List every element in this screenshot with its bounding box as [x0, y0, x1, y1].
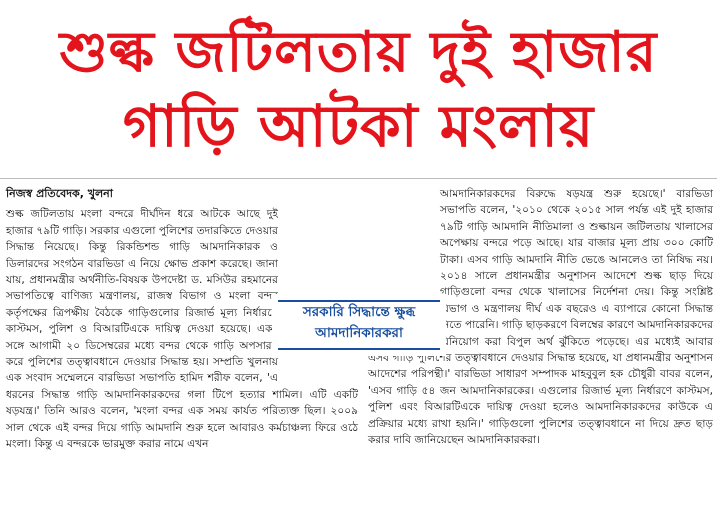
headline-line-1: শুল্ক জটিলতায় দুই হাজার: [59, 20, 658, 85]
article-text-left: শুল্ক জটিলতায় মংলা বন্দরে দীর্ঘদিন ধরে আটকে আছে দুই হাজার ৭৯টি গাড়ি। সরকার এগুলো পুলিশের তদারকিতে দেওয়ার সিদ্ধান্ত নিয়েছে। কিন্তু রিকন্ডিশন্ড গাড়ি আমদানিকারক ও ডিলারদের সংগঠন বারভিডা এ নিয়ে ক্ষোভ প্রকাশ করেছে। জানা যায়, প্রধানমন্ত্রীর অর্থনীতি-বিষয়ক উপদেষ্টা ড. মসিউর রহমানের সভাপতিত্বে বাণিজ্য মন্ত্রণালয়, রাজস্ব বিভাগ ও মংলা বন্দর কর্তৃপক্ষের ত্রিপক্ষীয় বৈঠকে গাড়িগুলোর রিজার্ভ মূল্য নির্ধারণে কাস্টমস, পুলিশ ও বিআরটিএকে দায়িত্ব দেওয়া হয়েছে। একই সঙ্গে আগামী ২০ ডিসেম্বরের মধ্যে বন্দর থেকে গাড়ি অপসারণ করে পুলিশের তত্ত্বাবধানে দেওয়ার সিদ্ধান্ত হয়। সম্প্রতি খুলনায় এক সংবাদ সম্মেলনে বারভিডা সভাপতি হামিদ শরীফ বলেন, 'এ ধরনের সিদ্ধান্ত গাড়ি আমদানিকারকদের গলা টিপে হত্যার শামিল। এটি একটি ষড়যন্ত্র।' তিনি আরও বলেন, 'মংলা বন্দর এক সময় কার্যত পরিত্যক্ত ছিল। ২০০৯ সাল থেকে এই বন্দর দিয়ে গাড়ি আমদানি শুরু হলে আবারও কর্মচাঞ্চল্য ফিরে ওঠে মংলা। কিন্তু এ বন্দরকে ভারমুক্ত করার নামে এখন: [6, 208, 358, 451]
headline: [0, 0, 717, 170]
headline-line-2: গাড়ি আটকা মংলায়: [122, 92, 595, 160]
byline: নিজস্ব প্রতিবেদক, খুলনা: [6, 187, 113, 200]
pullquote: [278, 300, 440, 350]
divider: [0, 178, 717, 179]
pullquote-line-1: সরকারি সিদ্ধান্তে ক্ষুব্ধ: [302, 304, 416, 320]
article-text-right: আমদানিকারকদের বিরুদ্ধে ষড়যন্ত্র শুরু হয়েছে।' বারভিডা সভাপতি বলেন, '২০১০ থেকে ২০১৫ সাল পর্যন্ত এই দুই হাজার ৭৯টি গাড়ি আমদানি নীতিমালা ও শুল্কায়ন জটিলতায় খালাসের অপেক্ষায় বন্দরে পড়ে আছে। যার বাজার মূল্য প্রায় ৩০০ কোটি টাকা। এসব গাড়ি আমদানি নীতি ভেঙে আনলেও তা নিষিদ্ধ নয়। ২০১৪ সালে প্রধানমন্ত্রীর অনুশাসন আদেশে শুল্ক ছাড় দিয়ে গাড়িগুলো বন্দর থেকে খালাসের নির্দেশনা দেয়। কিন্তু সংশ্লিষ্ট বিভাগ ও মন্ত্রণালয় দীর্ঘ এক বছরেও এ ব্যাপারে কোনো সিদ্ধান্ত নিতে পারেনি। গাড়ি ছাড়করণে বিলম্বের কারণে আমদানিকারকদের বিনিয়োগ করা বিপুল অর্থ ঝুঁকিতে পড়েছে। এর মধ্যেই আবার এসব গাড়ি পুলিশের তত্ত্বাবধানে দেওয়ার সিদ্ধান্ত হয়েছে, যা প্রধানমন্ত্রীর অনুশাসন আদেশের পরিপন্থী।' বারভিডা সাধারণ সম্পাদক মাহবুবুল হক চৌধুরী বাবর বলেন, 'এসব গাড়ি ৫৪ জন আমদানিকারকের। এগুলোর রিজার্ভ মূল্য নির্ধারণে কাস্টমস, পুলিশ এবং বিআরটিএকে দায়িত্ব দেওয়া হলেও আমদানিকারকদের কাউকে এ প্রক্রিয়ার মধ্যে রাখা হয়নি।' গাড়িগুলো পুলিশের তত্ত্বাবধানে না দিয়ে দ্রুত ছাড় করার দাবি জানিয়েছেন আমদানিকারকরা।: [368, 188, 713, 447]
pullquote-line-2: আমদানিকারকরা: [315, 325, 403, 341]
